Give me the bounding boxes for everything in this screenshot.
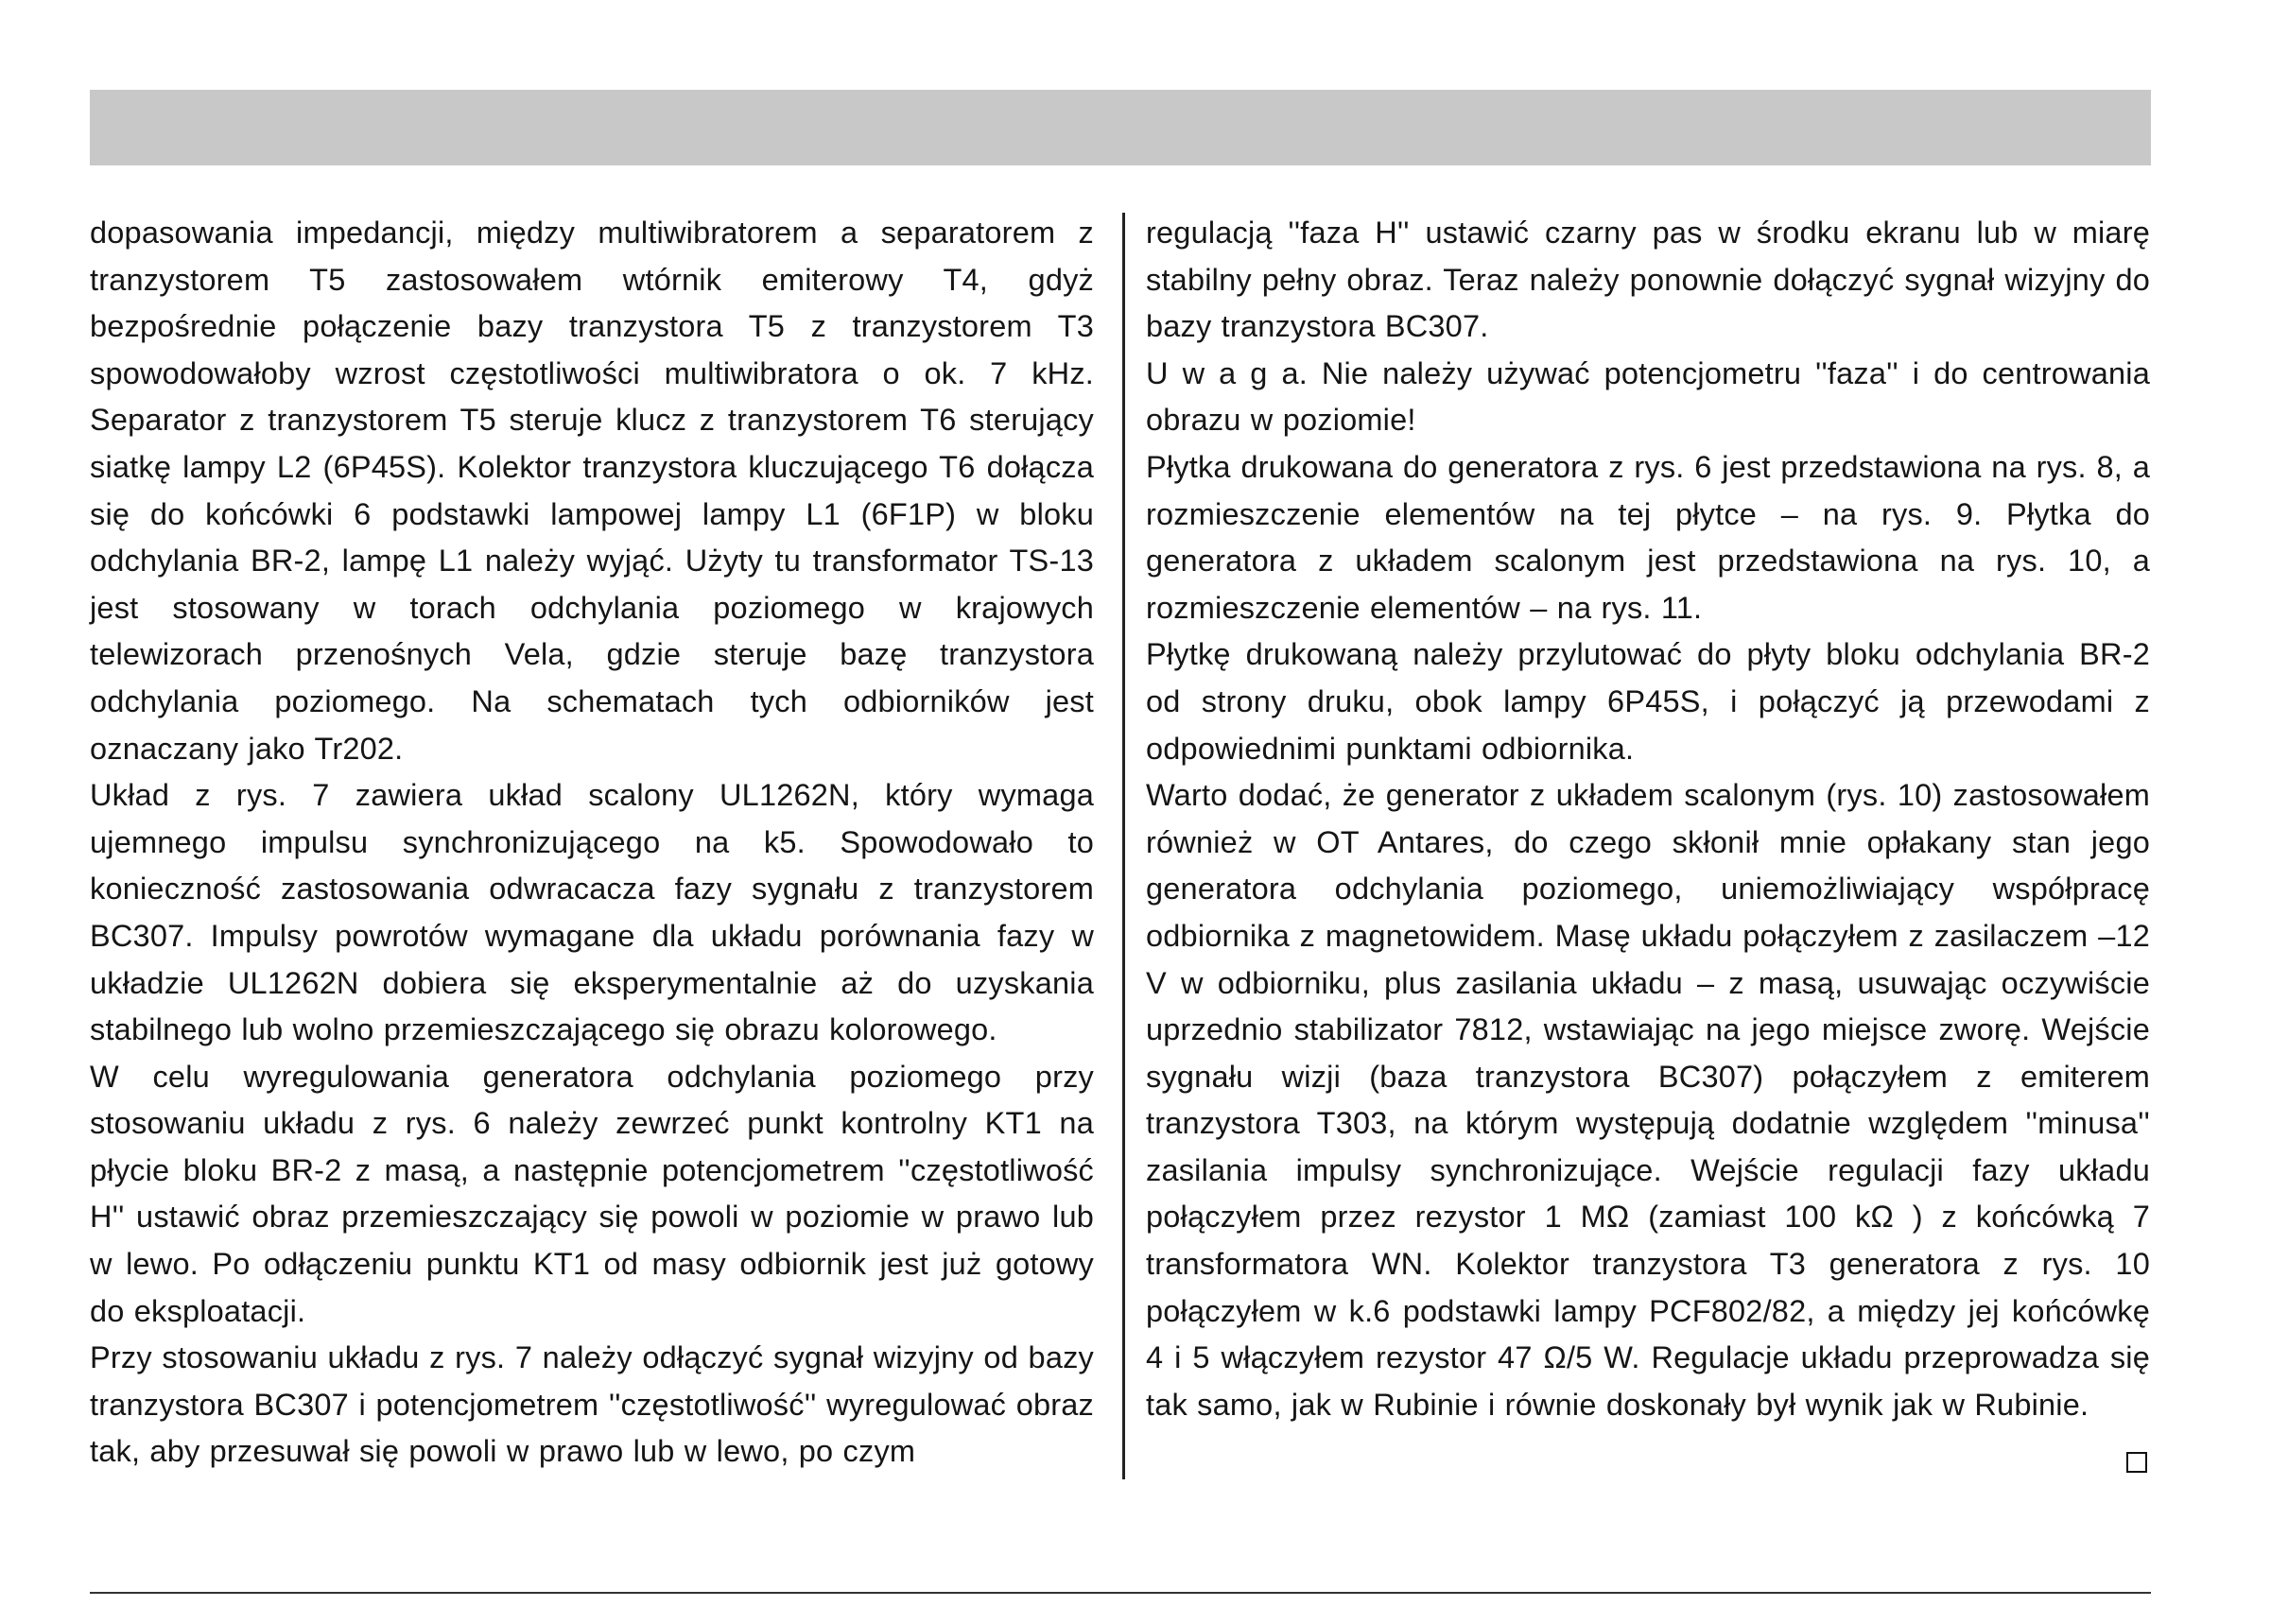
header-band bbox=[90, 90, 2151, 165]
right-paragraph-2: U w a g a. Nie należy używać potencjometru ''faza'' i do centrowania obrazu w poziomie! bbox=[1146, 355, 2150, 438]
left-paragraph-1: dopasowania impedancji, między multiwibratorem a separatorem z tranzystorem T5 zastosowałem wtórnik emiterowy T4, gdyż bezpośrednie połączenie bazy tranzystora T5 z tranzystorem T3 spowodowałoby wzrost częstotliwości multiwibratora o ok. 7 kHz. Separator z tranzystorem T5 steruje klucz z tranzystorem T6 sterujący siatkę lampy L2 (6P45S). Kolektor tranzystora kluczującego T6 dołącza się do końcówki 6 podstawki lampowej lampy L1 (6F1P) w bloku odchylania BR-2, lampę L1 należy wyjąć. Użyty tu transformator TS-13 jest stosowany w torach odchylania poziomego w krajowych telewizorach przenośnych Vela, gdzie steruje bazę tranzystora odchylania poziomego. Na schematach tych odbiorników jest oznaczany jako Tr202. bbox=[90, 216, 1094, 766]
left-paragraph-4: Przy stosowaniu układu z rys. 7 należy odłączyć sygnał wizyjny od bazy tranzystora BC307 i potencjometrem ''częstotliwość'' wyregulować obraz tak, aby przesuwał się powoli w prawo lub w lewo, po czym bbox=[90, 1340, 1094, 1469]
right-paragraph-4: Płytkę drukowaną należy przylutować do płyty bloku odchylania BR-2 od strony druku, obok lampy 6P45S, i połączyć ją przewodami z odpowiednimi punktami odbiornika. bbox=[1146, 637, 2150, 766]
right-column bbox=[1146, 210, 2150, 1428]
left-paragraph-3: W celu wyregulowania generatora odchylania poziomego przy stosowaniu układu z rys. 6 należy zewrzeć punkt kontrolny KT1 na płycie bloku BR-2 z masą, a następnie potencjometrem ''częstotliwość H'' ustawić obraz przemieszczający się powoli w poziomie w prawo lub w lewo. Po odłączeniu punktu KT1 od masy odbiornik jest już gotowy do eksploatacji. bbox=[90, 1059, 1094, 1328]
column-divider bbox=[1122, 213, 1125, 1479]
footer-rule bbox=[90, 1592, 2151, 1594]
left-column bbox=[90, 210, 1094, 1476]
right-paragraph-3: Płytka drukowana do generatora z rys. 6 jest przedstawiona na rys. 8, a rozmieszczenie elementów na tej płytce – na rys. 9. Płytka do generatora z układem scalonym jest przedstawiona na rys. 10, a rozmieszczenie elementów – na rys. 11. bbox=[1146, 449, 2150, 625]
end-of-article-square-icon bbox=[2126, 1452, 2147, 1473]
right-paragraph-5: Warto dodać, że generator z układem scalonym (rys. 10) zastosowałem również w OT Antares, do czego skłonił mnie opłakany stan jego generatora odchylania poziomego, uniemożliwiający współpracę odbiornika z magnetowidem. Masę układu połączyłem z zasilaczem –12 V w odbiorniku, plus zasilania układu – z masą, usuwając oczywiście uprzednio stabilizator 7812, wstawiając na jego miejsce zworę. Wejście sygnału wizji (baza tranzystora BC307) połączyłem z emiterem tranzystora T303, na którym występują dodatnie względem ''minusa'' zasilania impulsy synchronizujące. Wejście regulacji fazy układu połączyłem przez rezystor 1 MΩ (zamiast 100 kΩ ) z końcówką 7 transformatora WN. Kolektor tranzystora T3 generatora z rys. 10 połączyłem w k.6 podstawki lampy PCF802/82, a między jej końcówkę 4 i 5 włączyłem rezystor 47 Ω/5 W. Regulacje układu przeprowadza się tak samo, jak w Rubinie i równie doskonały był wynik jak w Rubinie. bbox=[1146, 778, 2150, 1422]
left-paragraph-2: Układ z rys. 7 zawiera układ scalony UL1262N, który wymaga ujemnego impulsu synchronizującego na k5. Spowodowało to konieczność zastosowania odwracacza fazy sygnału z tranzystorem BC307. Impulsy powrotów wymagane dla układu porównania fazy w układzie UL1262N dobiera się eksperymentalnie aż do uzyskania stabilnego lub wolno przemieszczającego się obrazu kolorowego. bbox=[90, 778, 1094, 1047]
right-paragraph-1: regulacją ''faza H'' ustawić czarny pas w środku ekranu lub w miarę stabilny pełny obraz. Teraz należy ponownie dołączyć sygnał wizyjny do bazy tranzystora BC307. bbox=[1146, 216, 2150, 344]
